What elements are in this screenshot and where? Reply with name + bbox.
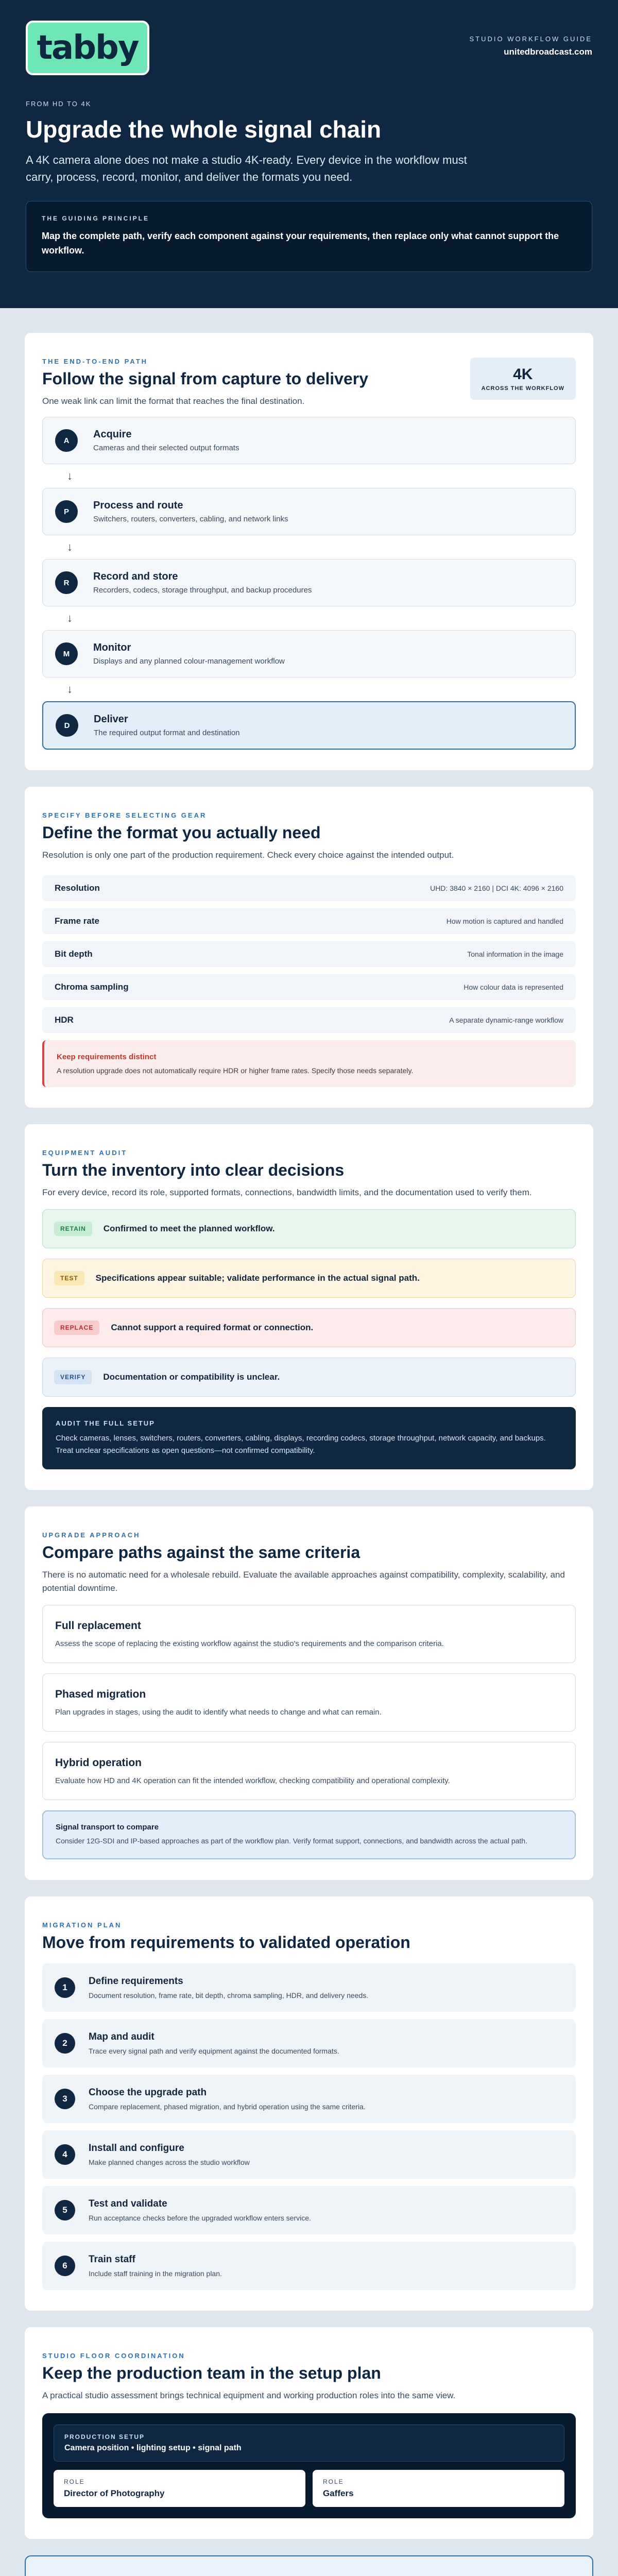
principle-text: Map the complete path, verify each component against your requirements, then replace only what cannot support the workflow. [42,230,559,256]
section-title: Follow the signal from capture to delivery [42,369,368,388]
path-step [42,417,576,464]
step-title: Acquire [93,429,132,440]
option-desc: Assess the scope of replacing the existing workflow against the studio's requirements and the comparison criteria. [55,1639,444,1649]
path-header [42,358,576,408]
approach-section [25,1506,593,1880]
section-lede: For every device, record its role, supported formats, connections, bandwidth limits, and the documentation used to verify them. [42,1187,532,1197]
option-card [42,1742,576,1800]
section-lede: A practical studio assessment brings technical equipment and working production roles into the same view. [42,2390,456,2400]
plan-step [42,2186,576,2234]
spec-name: Frame rate [55,916,99,926]
guiding-principle [26,201,592,272]
decision-verify [42,1358,576,1397]
step-number: 2 [55,2033,75,2054]
role-list [54,2470,564,2507]
audit-section [25,1124,593,1490]
option-desc: Evaluate how HD and 4K operation can fit the intended workflow, checking compatibility and operational complexity. [55,1776,450,1786]
section-lede: Resolution is only one part of the production requirement. Check every choice against the intended output. [42,850,454,860]
spec-value: Tonal information in the image [467,950,563,958]
setup-kicker: PRODUCTION SETUP [64,2433,145,2441]
step-desc: Include staff training in the migration plan. [89,2269,222,2278]
section-kicker: EQUIPMENT AUDIT [42,1148,128,1157]
path-section [25,333,593,771]
status-badge: REPLACE [54,1320,99,1335]
step-title: Record and store [93,571,178,583]
role-name: Director of Photography [64,2488,165,2499]
spec-value: How motion is captured and handled [446,917,563,925]
path-step-final [42,701,576,750]
step-desc: Recorders, codecs, storage throughput, and backup procedures [93,586,312,595]
option-title: Phased migration [55,1688,146,1701]
tabby-logo[interactable]: tabby [26,21,149,75]
plan-step [42,1963,576,2012]
plan-step [42,2019,576,2067]
section-lede: There is no automatic need for a wholesale rebuild. Evaluate the available approaches against compatibility, complexity, scalability, and potential downtime. [42,1570,565,1593]
step-number: 6 [55,2256,75,2276]
step-title: Monitor [93,642,131,654]
spec-list [42,875,576,1033]
spec-name: Resolution [55,883,100,893]
step-letter: D [56,714,78,737]
plan-step [42,2242,576,2290]
section-kicker: UPGRADE APPROACH [42,1531,141,1539]
section-title: Keep the production team in the setup plan [42,2363,381,2382]
plan-step [42,2075,576,2123]
option-card [42,1673,576,1732]
spec-value: UHD: 3840 × 2160 | DCI 4K: 4096 × 2160 [430,884,563,892]
alert-text: A resolution upgrade does not automatically require HDR or higher frame rates. Specify those needs separately. [57,1066,414,1075]
step-number: 3 [55,2089,75,2109]
step-title: Deliver [94,714,128,725]
section-kicker: STUDIO FLOOR COORDINATION [42,2351,185,2360]
4k-badge [470,358,576,400]
principle-kicker: THE GUIDING PRINCIPLE [42,214,150,222]
spec-row [42,908,576,934]
site-link[interactable]: unitedbroadcast.com [504,47,592,57]
step-desc: Trace every signal path and verify equipment against the documented formats. [89,2046,339,2055]
spec-row [42,1007,576,1033]
down-arrow-icon: ↓ [67,683,73,696]
path-step [42,559,576,606]
badge-value: 4K [513,365,533,383]
signal-path [42,417,576,750]
note-text: Consider 12G-SDI and IP-based approaches as part of the workflow plan. Verify format support, connections, and bandwidth across the actual path. [56,1837,527,1845]
step-desc: Switchers, routers, converters, cabling, and network links [93,515,288,524]
step-letter: A [55,429,78,452]
note-title: Signal transport to compare [56,1823,159,1832]
spec-value: How colour data is represented [464,982,563,991]
decision-replace [42,1308,576,1347]
badge-label: ACROSS THE WORKFLOW [481,385,564,392]
section-title: Define the format you actually need [42,823,321,842]
section-title: Turn the inventory into clear decisions [42,1160,345,1179]
full-setup-callout [42,1407,576,1469]
option-card [42,1605,576,1663]
step-letter: R [55,571,78,594]
step-title: Train staff [89,2253,135,2265]
spec-row [42,875,576,901]
callout-text: Check cameras, lenses, switchers, routers, converters, cabling, displays, recording codecs, storage throughput, network capacity, and backups. Treat unclear specifications as open questions—not confirmed compatibility. [56,1434,546,1455]
step-title: Install and configure [89,2142,184,2154]
step-desc: Displays and any planned colour-management workflow [93,657,285,666]
section-lede: One weak link can limit the format that reaches the final destination. [42,396,305,406]
section-kicker: SPECIFY BEFORE SELECTING GEAR [42,811,207,820]
option-desc: Plan upgrades in stages, using the audit to identify what needs to change and what can remain. [55,1708,382,1717]
decision-test [42,1259,576,1298]
plan-steps [42,1963,576,2290]
step-number: 1 [55,1977,75,1998]
acceptance-section [25,2555,593,2576]
down-arrow-icon: ↓ [67,469,73,483]
step-letter: P [55,500,78,523]
step-title: Choose the upgrade path [89,2087,207,2098]
step-letter: M [55,642,78,665]
section-kicker: THE END-TO-END PATH [42,357,148,365]
page-title: Upgrade the whole signal chain [26,116,382,143]
transport-note [42,1810,576,1859]
role-name: Gaffers [323,2488,354,2499]
step-desc: Document resolution, frame rate, bit depth, chroma sampling, HDR, and delivery needs. [89,1991,369,1999]
hero-eyebrow: FROM HD TO 4K [26,100,92,108]
status-badge: TEST [54,1271,84,1285]
status-badge: VERIFY [54,1370,92,1384]
spec-name: Chroma sampling [55,981,129,992]
hero [0,0,618,308]
guide-kicker: STUDIO WORKFLOW GUIDE [469,35,592,43]
path-step [42,630,576,677]
specs-section [25,787,593,1108]
role-card [313,2470,564,2507]
alert-title: Keep requirements distinct [57,1052,157,1061]
plan-section [25,1896,593,2311]
floor-section [25,2327,593,2539]
role-card [54,2470,305,2507]
step-title: Test and validate [89,2198,167,2209]
step-title: Map and audit [89,2031,154,2042]
status-badge: RETAIN [54,1222,92,1236]
production-setup [42,2413,576,2518]
step-title: Process and route [93,500,183,512]
callout-kicker: AUDIT THE FULL SETUP [56,1419,155,1428]
role-kicker: ROLE [64,2478,85,2486]
step-title: Define requirements [89,1975,183,1987]
step-desc: Run acceptance checks before the upgraded workflow enters service. [89,2213,311,2222]
down-arrow-icon: ↓ [67,540,73,554]
spec-row [42,941,576,967]
guide-meta [470,35,593,57]
section-title: Move from requirements to validated operation [42,1933,410,1952]
step-desc: Compare replacement, phased migration, and hybrid operation using the same criteria. [89,2102,366,2111]
top-bar [26,21,592,75]
section-kicker: MIGRATION PLAN [42,1921,122,1929]
spec-name: Bit depth [55,948,93,959]
setup-header [54,2425,564,2462]
spec-name: HDR [55,1014,74,1025]
step-desc: Cameras and their selected output formats [93,444,239,453]
setup-text: Camera position • lighting setup • signal path [64,2444,242,2453]
step-number: 4 [55,2144,75,2165]
step-desc: The required output format and destination [94,728,240,738]
decision-retain [42,1209,576,1248]
section-title: Compare paths against the same criteria [42,1543,360,1562]
path-step [42,488,576,535]
down-arrow-icon: ↓ [67,612,73,625]
decision-text: Documentation or compatibility is unclear. [103,1372,280,1382]
decision-text: Cannot support a required format or connection. [111,1323,314,1333]
requirements-alert [42,1040,576,1087]
role-kicker: ROLE [323,2478,344,2486]
decision-text: Confirmed to meet the planned workflow. [103,1224,275,1234]
spec-row [42,974,576,1000]
plan-step [42,2130,576,2179]
decision-text: Specifications appear suitable; validate performance in the actual signal path. [95,1273,420,1283]
option-title: Hybrid operation [55,1757,142,1769]
step-number: 5 [55,2200,75,2221]
hero-lede: A 4K camera alone does not make a studio 4K-ready. Every device in the workflow must carry, process, record, monitor, and deliver the formats you need. [26,153,467,183]
option-title: Full replacement [55,1620,141,1632]
step-desc: Make planned changes across the studio workflow [89,2158,250,2166]
main-content [0,308,618,2576]
spec-value: A separate dynamic-range workflow [449,1015,563,1024]
